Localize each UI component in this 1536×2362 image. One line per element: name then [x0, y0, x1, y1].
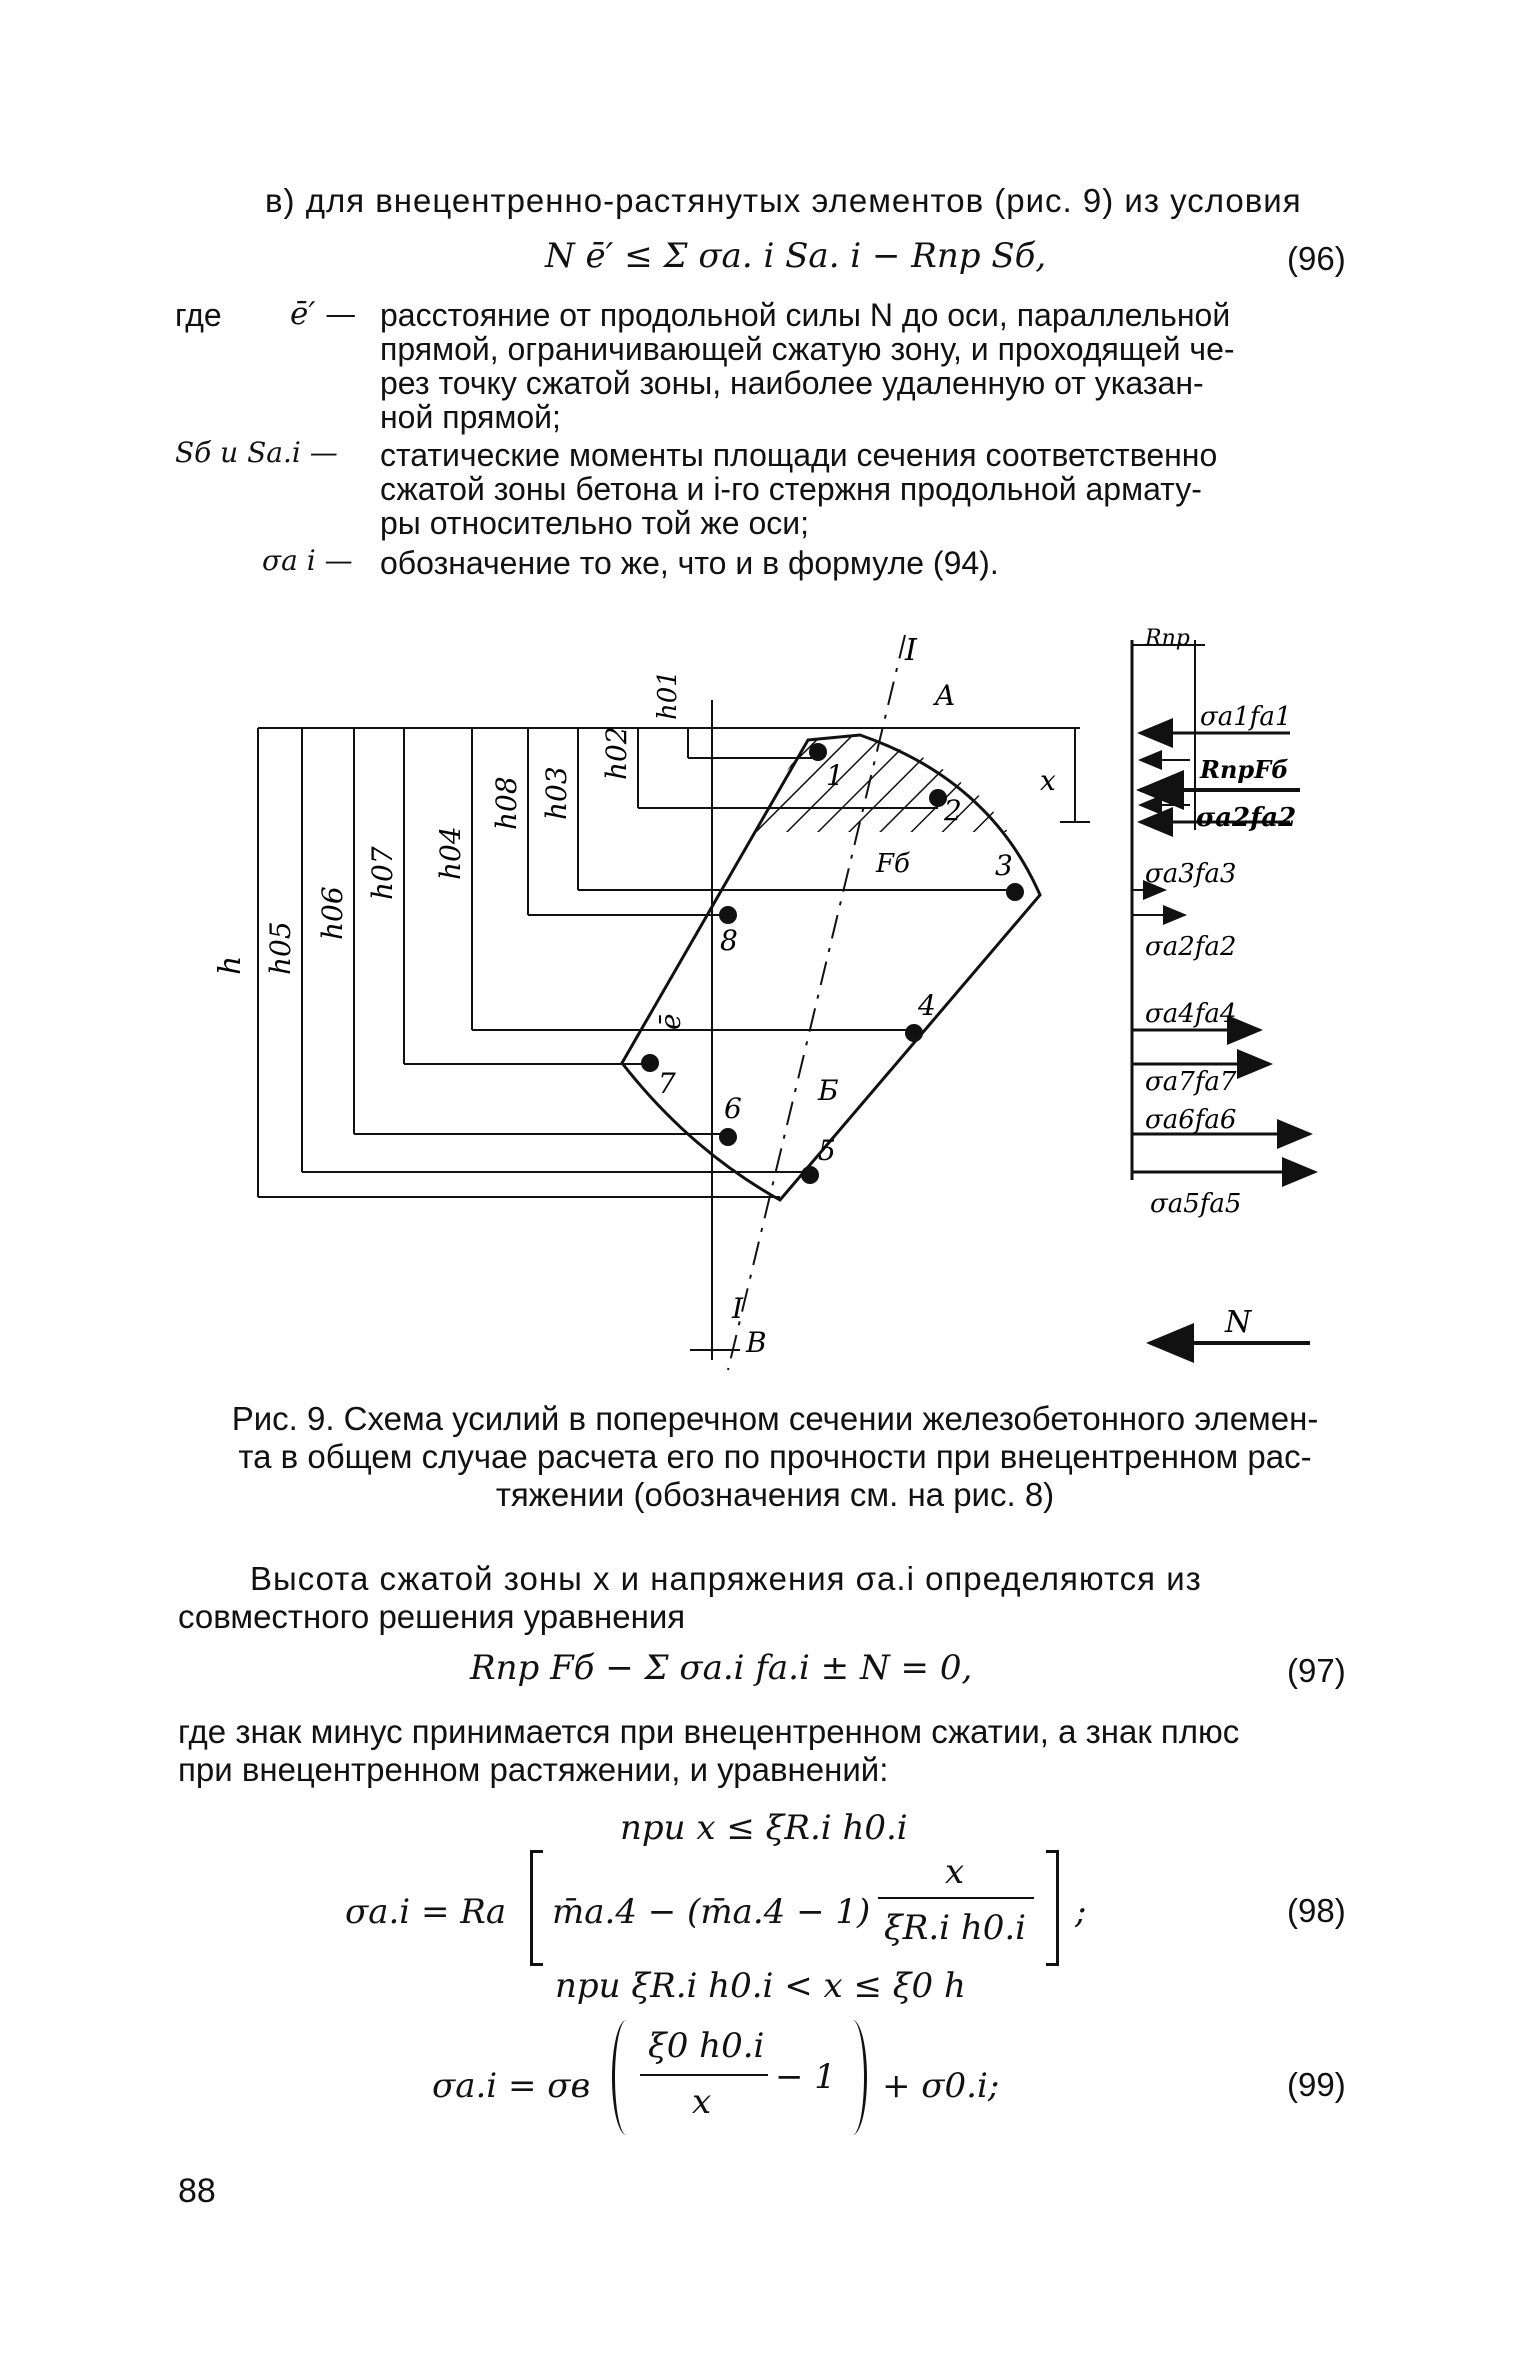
force-label-a5: σa5fa5 [1150, 1189, 1242, 1219]
label-h08: h08 [490, 776, 523, 830]
equation-99-number: (99) [1287, 2066, 1346, 2103]
def-sigma-line1: обозначение то же, что и в формуле (94). [380, 545, 999, 581]
def-s-line1: статические моменты площади сечения соответственно [380, 437, 1218, 473]
figure-caption-line1: Рис. 9. Схема усилий в поперечном сечении железобетонного элемен- [231, 1400, 1319, 1437]
para2-line2: при внецентренном растяжении, и уравнений: [178, 1751, 889, 1788]
equation-98-frac-bar [878, 1897, 1034, 1899]
def-s-line3: ры относительно той же оси; [380, 505, 810, 541]
equation-98-lhs: σа.i = Rа [345, 1892, 507, 1932]
bar-point-8 [719, 906, 737, 924]
section-label-rpr: Rпр [1145, 626, 1190, 651]
bracket-right [1046, 1850, 1059, 1966]
bar-point-6 [719, 1128, 737, 1146]
label-h04: h04 [434, 826, 467, 880]
where-label: где [175, 297, 222, 333]
equation-99-frac-num: ξ0 h0.i [648, 2026, 765, 2066]
equation-98-frac-den: ξR.i h0.i [884, 1908, 1027, 1948]
bar-point-4 [905, 1024, 923, 1042]
section-label-A: A [935, 679, 956, 712]
section-label-N: N [1225, 1305, 1252, 1340]
figure-caption-line2: та в общем случае расчета его по прочности при внецентренном рас- [238, 1438, 1312, 1475]
equation-98-tail: ; [1075, 1892, 1087, 1932]
section-label-I-bottom: I [732, 1292, 744, 1325]
section-label-I-top: I [905, 633, 917, 668]
condition-99: при ξR.i h0.i < x ≤ ξ0 h [555, 1966, 966, 2006]
def-e-line4: ной прямой; [380, 399, 561, 435]
condition-98: при x ≤ ξR.i h0.i [620, 1808, 908, 1848]
intro-text: в) для внецентренно-растянутых элементов (рис. 9) из условия [265, 182, 1302, 219]
force-label-a2: σa2fa2 [1145, 932, 1237, 962]
equation-99-frac-den: x [692, 2082, 712, 2122]
force-label-rpr: RпрFб [1200, 755, 1289, 784]
para2-line1: где знак минус принимается при внецентренном сжатии, а знак плюс [178, 1713, 1240, 1750]
equation-96: N ē′ ≤ Σ σа. i Sа. i − Rпр Sб, [545, 236, 1047, 276]
equation-98-bracket-term: m̄а.4 − (m̄а.4 − 1) [552, 1892, 871, 1932]
label-h07: h07 [366, 846, 399, 900]
para-line2: совместного решения уравнения [178, 1598, 686, 1635]
section-label-e: ē [654, 1013, 687, 1030]
label-h: h [213, 955, 248, 975]
point-label-2: 2 [944, 794, 962, 827]
label-h01: h01 [653, 670, 683, 720]
bar-point-1 [809, 743, 827, 761]
label-h05: h05 [264, 921, 297, 975]
figure-caption-line3: тяжении (обозначения см. на рис. 8) [495, 1476, 1055, 1513]
point-label-3: 3 [995, 849, 1013, 882]
bar-point-7 [641, 1054, 659, 1072]
label-h02: h02 [600, 726, 633, 780]
section-label-x: x [1040, 764, 1056, 797]
equation-97-number: (97) [1287, 1652, 1346, 1689]
label-h03: h03 [540, 766, 573, 820]
force-label-a7: σa7fa7 [1145, 1067, 1237, 1097]
equation-98-frac-num: x [945, 1852, 965, 1892]
equation-99-minus-one: − 1 [775, 2057, 836, 2097]
para-line1: Высота сжатой зоны x и напряжения σа.i определяются из [250, 1560, 1202, 1597]
force-label-a4: σa4fa4 [1145, 999, 1237, 1029]
def-e-line3: рез точку сжатой зоны, наиболее удаленную от указан- [380, 365, 1204, 401]
force-label-a2-top: σa2fa2 [1196, 803, 1297, 833]
equation-96-number: (96) [1287, 240, 1346, 277]
equation-99-tail: + σ0.i; [882, 2066, 1000, 2106]
term-s: Sб и Sа.i — [175, 436, 338, 469]
def-e-line2: прямой, ограничивающей сжатую зону, и проходящей че- [380, 331, 1235, 367]
bracket-left [530, 1850, 543, 1966]
def-s-line2: сжатой зоны бетона и i-го стержня продольной армату- [380, 471, 1202, 507]
point-label-8: 8 [720, 924, 738, 957]
equation-99-lhs: σа.i = σв [432, 2066, 591, 2106]
equation-99-frac-bar [640, 2074, 768, 2076]
equation-98-number: (98) [1287, 1892, 1346, 1929]
point-label-5: 5 [818, 1134, 836, 1167]
section-label-B: B [746, 1326, 767, 1359]
figure-9 [0, 600, 1536, 1380]
section-label-B-cyr: Б [818, 1074, 839, 1107]
force-label-a1-top: σa1fa1 [1200, 702, 1292, 732]
force-label-a6: σa6fa6 [1145, 1105, 1237, 1135]
bar-point-3 [1006, 883, 1024, 901]
bar-point-5 [801, 1166, 819, 1184]
equation-97: Rпр Fб − Σ σа.i fа.i ± N = 0, [470, 1648, 973, 1688]
term-sigma: σа i — [262, 544, 353, 577]
label-h06: h06 [316, 886, 349, 940]
section-label-Fb: Fб [876, 849, 910, 879]
page-number: 88 [178, 2172, 216, 2210]
point-label-7: 7 [658, 1067, 676, 1100]
paren-right [838, 2020, 867, 2135]
point-label-6: 6 [724, 1092, 742, 1125]
term-e: ē′ — [290, 296, 357, 332]
paren-left [612, 2020, 641, 2135]
def-e-line1: расстояние от продольной силы N до оси, параллельной [380, 297, 1231, 333]
force-label-a3: σa3fa3 [1145, 859, 1237, 889]
point-label-1: 1 [826, 759, 844, 792]
point-label-4: 4 [918, 989, 936, 1022]
